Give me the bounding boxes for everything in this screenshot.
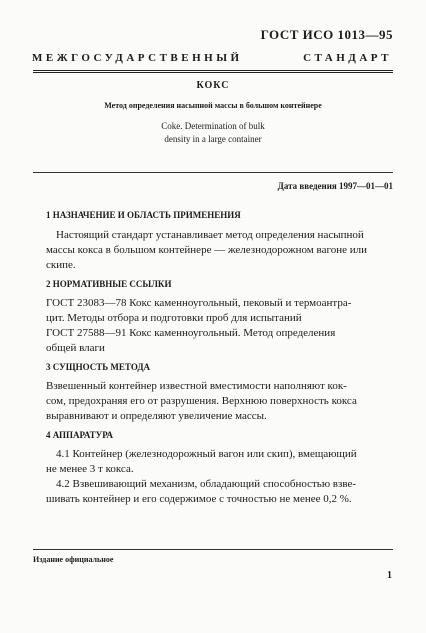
section-4-heading: 4 АППАРАТУРА [46,430,114,440]
section-4-line: не менее 3 т кокса. [46,463,134,475]
subtitle-russian: Метод определения насыпной массы в большом контейнере [104,101,322,110]
section-2-heading: 2 НОРМАТИВНЫЕ ССЫЛКИ [46,279,172,289]
footer-rule [33,549,393,550]
section-2-line: ГОСТ 27588—91 Кокс каменноугольный. Метод определения [46,327,336,339]
section-2-line: общей влаги [46,342,105,354]
page-number: 1 [387,570,392,581]
title-rule [33,172,393,173]
section-4-line: 4.1 Контейнер (железнодорожный вагон или скип), вмещающий [56,448,357,460]
section-4-line: 4.2 Взвешивающий механизм, обладающий способностью взве- [56,478,357,490]
section-1-heading: 1 НАЗНАЧЕНИЕ И ОБЛАСТЬ ПРИМЕНЕНИЯ [46,210,241,220]
section-3-heading: 3 СУЩНОСТЬ МЕТОДА [46,362,151,372]
section-1-line: массы кокса в большом контейнере — железнодорожном вагоне или [46,244,367,256]
subtitle-english: Coke. Determination of bulk density in a large container [161,121,265,144]
interstate-right: СТАНДАРТ [303,52,392,64]
interstate-left: МЕЖГОСУДАРСТВЕННЫЙ [32,52,243,64]
edition-label: Издание официальное [33,555,114,564]
section-2-line: ГОСТ 23083—78 Кокс каменноугольный, пековый и термоантра- [46,297,352,309]
date-of-introduction: Дата введения 1997—01—01 [277,181,393,191]
section-3-line: сом, предохраняя его от разрушения. Верхнюю поверхность кокса [46,395,357,407]
section-1-line: Настоящий стандарт устанавливает метод определения насыпной [56,229,364,241]
section-2-line: цит. Методы отбора и подготовки проб для испытаний [46,312,302,324]
standard-code: ГОСТ ИСО 1013—95 [260,27,393,42]
section-3-line: Взвешенный контейнер известной вместимости наполняют кок- [46,380,347,392]
section-4-line: шивать контейнер и его содержимое с точностью не менее 0,2 %. [46,493,352,505]
interstate-standard-banner [32,52,392,64]
header-rule-double [33,72,393,73]
section-3-line: выравнивают и определяют увеличение массы. [46,410,267,422]
header-rule [33,70,393,71]
section-1-line: скипе. [46,259,76,271]
document-title: КОКС [196,80,230,91]
